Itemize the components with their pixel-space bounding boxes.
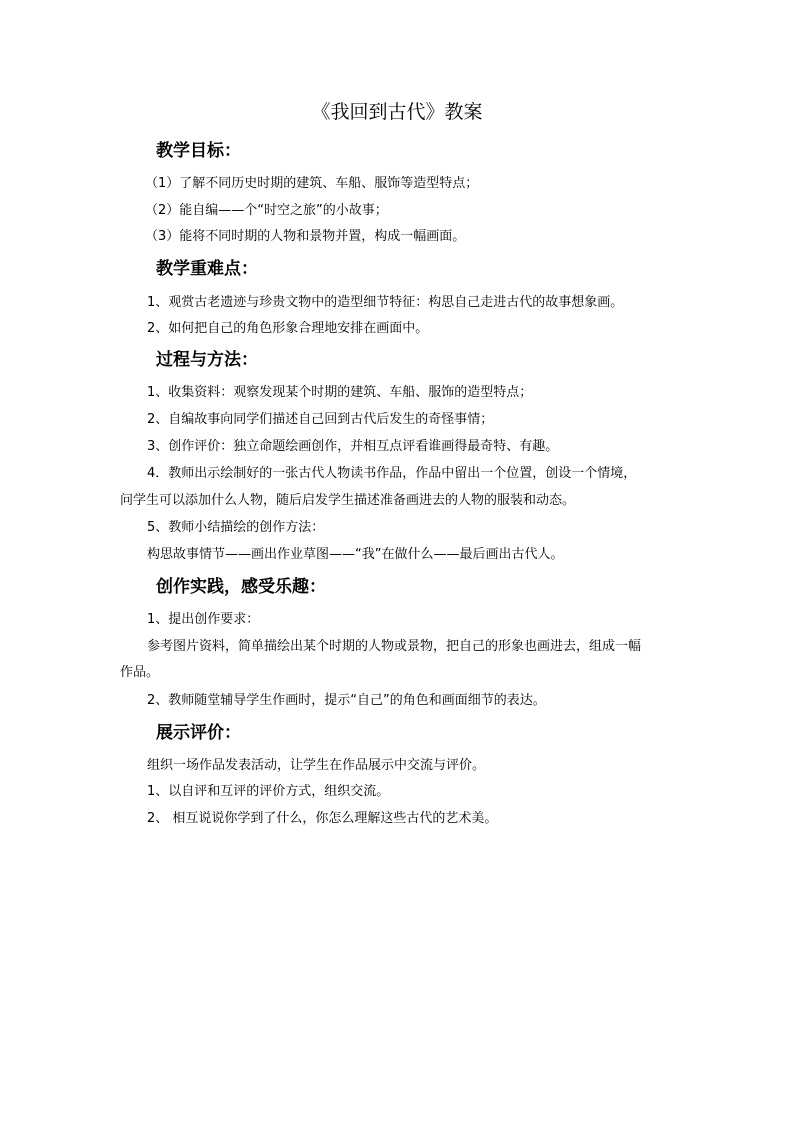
process-heading: 过程与方法： [156,350,258,370]
practice-item-1: 1、提出创作要求： [147,612,260,627]
practice-heading: 创作实践，感受乐趣： [156,577,326,597]
process-item-5: 5、教师小结描绘的创作方法： [147,520,325,535]
objective-item-2: （2）能自编——个“时空之旅”的小故事； [145,203,388,218]
evaluation-intro: 组织一场作品发表活动，让学生在作品展示中交流与评价。 [147,758,486,773]
evaluation-item-2: 2、 相互说说你学到了什么，你怎么理解这些古代的艺术美。 [147,811,498,826]
keypoint-item-2: 2、如何把自己的角色形象合理地安排在画面中。 [147,321,429,336]
keypoint-item-1: 1、观赏古老遗迹与珍贵文物中的造型细节特征：构思自己走进古代的故事想象画。 [147,295,624,310]
objectives-heading: 教学目标： [156,141,241,161]
process-item-2: 2、自编故事向同学们描述自己回到古代后发生的奇怪事情； [147,412,494,427]
keypoints-heading: 教学重难点： [156,259,258,279]
process-item-1: 1、收集资料：观察发现某个时期的建筑、车船、服饰的造型特点； [147,385,533,400]
document-title: 《我回到古代》教案 [311,101,483,123]
process-item-4: 4．教师出示绘制好的一张古代人物读书作品，作品中留出一个位置，创设一个情境， [147,466,637,481]
objective-item-3: （3）能将不同时期的人物和景物并置，构成一幅画面。 [145,229,466,244]
practice-item-2: 2、教师随堂辅导学生作画时，提示“自己”的角色和画面细节的表达。 [147,693,546,708]
evaluation-heading: 展示评价： [156,723,241,743]
practice-item-1-detail: 参考图片资料，简单描绘出某个时期的人物或景物，把自己的形象也画进去，组成一幅 [147,639,642,654]
practice-item-1-cont: 作品。 [120,665,160,680]
evaluation-item-1: 1、以自评和互评的评价方式，组织交流。 [147,784,390,799]
objective-item-1: （1）了解不同历史时期的建筑、车船、服饰等造型特点； [145,176,479,191]
process-item-3: 3、创作评价：独立命题绘画创作，并相互点评看谁画得最奇特、有趣。 [147,439,559,454]
process-item-5-detail: 构思故事情节——画出作业草图——“我”在做什么——最后画出古代人。 [147,547,564,562]
process-item-4-cont: 问学生可以添加什么人物，随后启发学生描述准备画进去的人物的服装和动态。 [120,493,576,508]
